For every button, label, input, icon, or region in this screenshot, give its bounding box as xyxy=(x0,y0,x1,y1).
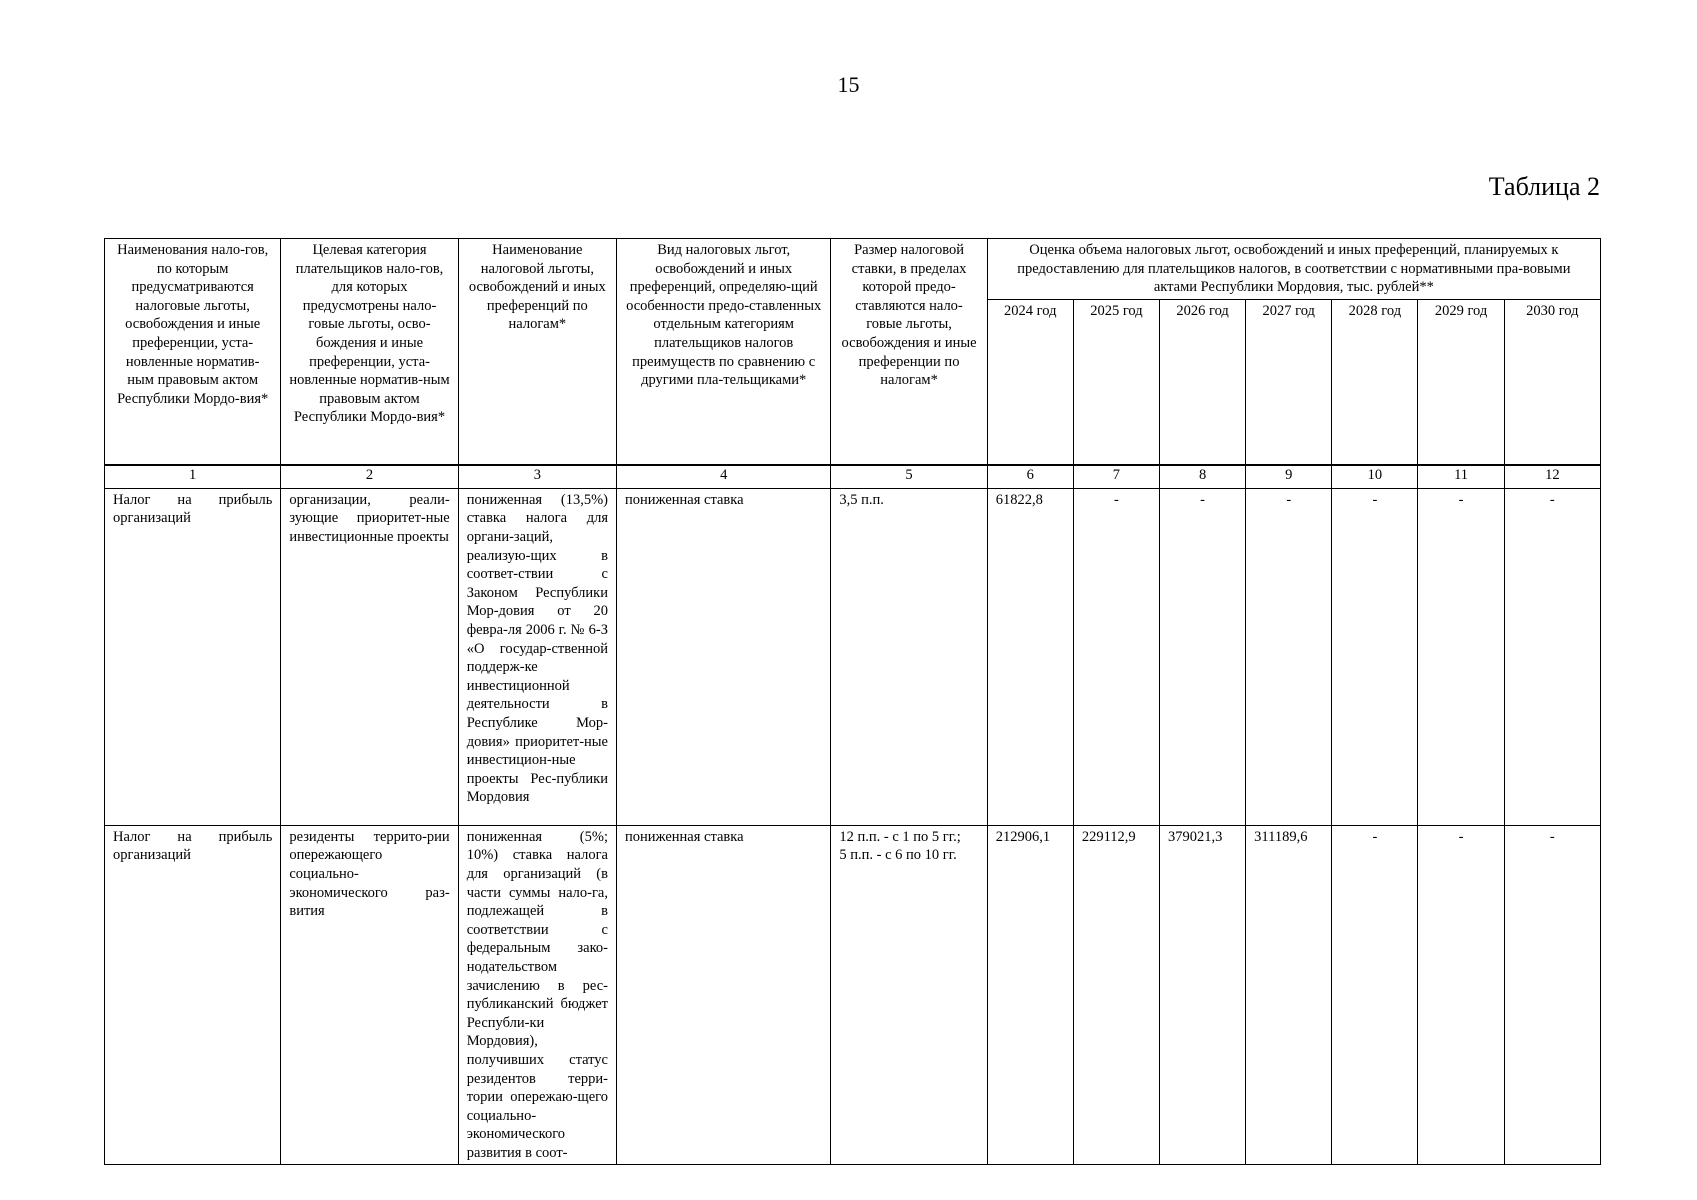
tax-benefits-table xyxy=(104,238,1601,1165)
tax-rate-cell xyxy=(831,488,987,825)
header-year: 2026 год xyxy=(1160,299,1246,464)
header-year: 2030 год xyxy=(1504,299,1600,464)
tax-rate-line: 12 п.п. - с 1 по 5 гг.; xyxy=(839,828,961,845)
page-number: 15 xyxy=(837,72,860,97)
column-number: 8 xyxy=(1160,465,1246,488)
header-year: 2024 год xyxy=(987,299,1073,464)
column-number: 10 xyxy=(1332,465,1418,488)
column-number: 11 xyxy=(1418,465,1504,488)
header-estimate: Оценка объема налоговых льгот, освобождений и иных преференций, планируемых к предоставлению для плательщиков налогов, в соответствии с нормативными пра-вовыми актами Республики Мордовия, тыс. рублей** xyxy=(987,239,1600,300)
year-value-cell: - xyxy=(1332,488,1418,825)
column-number: 7 xyxy=(1073,465,1159,488)
column-number-row xyxy=(105,465,1601,488)
table-row xyxy=(105,488,1601,825)
header-target-category: Целевая категория плательщиков нало-гов, для которых предусмотрены нало-говые льготы, осво-бождения и иные преференции, уста-новленные норматив-ным правовым актом Республики Мордо-вия* xyxy=(281,239,458,465)
year-value-cell: - xyxy=(1073,488,1159,825)
year-value-cell: 379021,3 xyxy=(1160,825,1246,1165)
table-title: Таблица 2 xyxy=(1488,172,1600,201)
column-number: 12 xyxy=(1504,465,1600,488)
year-value-cell: 212906,1 xyxy=(987,825,1073,1165)
header-tax-name: Наименования нало-гов, по которым предусматриваются налоговые льготы, освобождения и иные преференции, уста-новленные норматив-ным правовым актом Республики Мордо-вия* xyxy=(105,239,281,465)
header-year: 2027 год xyxy=(1246,299,1332,464)
header-year: 2025 год xyxy=(1073,299,1159,464)
tax-rate-cell xyxy=(831,825,987,1165)
header-year: 2028 год xyxy=(1332,299,1418,464)
year-value-cell: - xyxy=(1332,825,1418,1165)
target-category-cell: организации, реали-зующие приоритет-ные инвестиционные проекты xyxy=(281,488,458,825)
benefit-kind-cell: пониженная ставка xyxy=(616,488,830,825)
header-benefit-name: Наименование налоговой льготы, освобождений и иных преференций по налогам* xyxy=(458,239,616,465)
header-benefit-kind: Вид налоговых льгот, освобождений и иных преференций, определяю-щий особенности предо-ставленных отдельным категориям плательщиков налогов преимуществ по сравнению с другими пла-тельщиками* xyxy=(616,239,830,465)
tax-name-cell: Налог на прибыль организаций xyxy=(105,488,281,825)
tax-rate-line: 3,5 п.п. xyxy=(839,491,884,508)
benefit-kind-cell: пониженная ставка xyxy=(616,825,830,1165)
year-value-cell: - xyxy=(1418,488,1504,825)
year-value-cell: 61822,8 xyxy=(987,488,1073,825)
year-value-cell: - xyxy=(1246,488,1332,825)
column-number: 5 xyxy=(831,465,987,488)
header-row-1 xyxy=(105,239,1601,300)
column-number: 3 xyxy=(458,465,616,488)
tax-rate-line: 5 п.п. - с 6 по 10 гг. xyxy=(839,847,957,864)
benefit-name-cell: пониженная (13,5%) ставка налога для органи-заций, реализую-щих в соответ-ствии с Законом Республики Мор-довия от 20 февра-ля 2006 г. № 6-З «О государ-ственной поддерж-ке инвестиционной деятельности в Республике Мор-довия» приоритет-ные инвестицион-ные проекты Рес-публики Мордовия xyxy=(458,488,616,825)
header-year: 2029 год xyxy=(1418,299,1504,464)
header-tax-rate: Размер налоговой ставки, в пределах которой предо-ставляются нало-говые льготы, освобождения и иные преференции по налогам* xyxy=(831,239,987,465)
year-value-cell: - xyxy=(1418,825,1504,1165)
column-number: 9 xyxy=(1246,465,1332,488)
year-value-cell: 311189,6 xyxy=(1246,825,1332,1165)
column-number: 4 xyxy=(616,465,830,488)
year-value-cell: - xyxy=(1160,488,1246,825)
column-number: 2 xyxy=(281,465,458,488)
table-row xyxy=(105,825,1601,1165)
year-value-cell: 229112,9 xyxy=(1073,825,1159,1165)
column-number: 6 xyxy=(987,465,1073,488)
column-number: 1 xyxy=(105,465,281,488)
tax-name-cell: Налог на прибыль организаций xyxy=(105,825,281,1165)
year-value-cell: - xyxy=(1504,488,1600,825)
year-value-cell: - xyxy=(1504,825,1600,1165)
benefit-name-cell: пониженная (5%; 10%) ставка налога для организаций (в части суммы нало-га, подлежащей в соответствии с федеральным зако-нодательством зачислению в рес-публиканский бюджет Республи-ки Мордовия), получивших статус резидентов терри-тории опережаю-щего социально-экономического развития в соот- xyxy=(458,825,616,1165)
target-category-cell: резиденты террито-рии опережающего социально-экономического раз-вития xyxy=(281,825,458,1165)
